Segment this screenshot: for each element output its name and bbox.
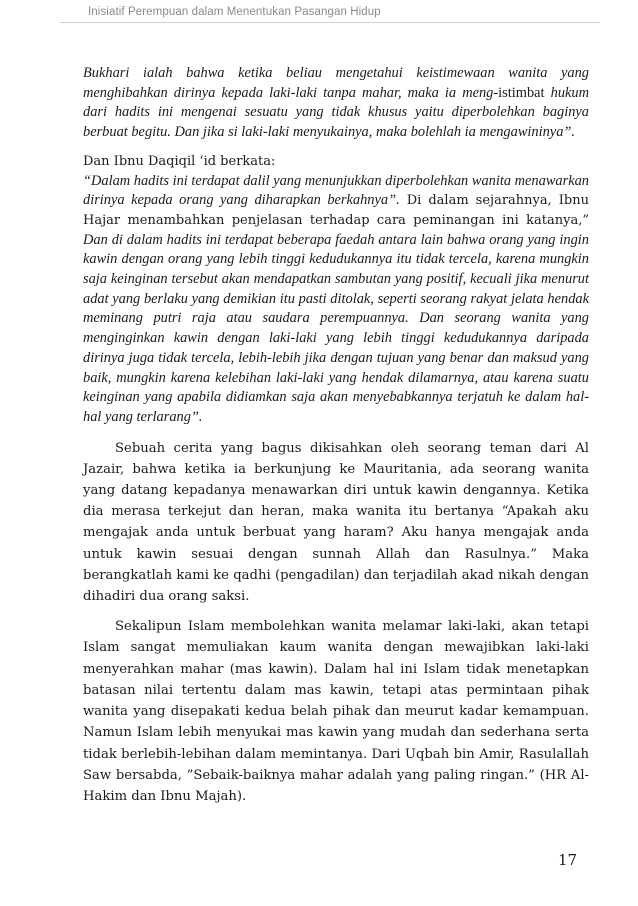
page-body bbox=[83, 64, 589, 807]
quote-bukhari bbox=[83, 64, 589, 143]
paragraph-story: Sebuah cerita yang bagus dikisahkan oleh seorang teman dari Al Jazair, bahwa ketika ia berkunjung ke Mauritania, ada seorang wanita yang datang kepadanya menawarkan diri untuk kawin dengannya. Ketika dia merasa terkejut dan heran, maka wanita itu bertanya “Apakah aku mengajak anda untuk berbuat yang haram? Aku hanya mengajak anda untuk kawin sesuai dengan sunnah Allah dan Rasulnya.” Maka berangkatlah kami ke qadhi (pengadilan) dan terjadilah akad nikah dengan dihadiri dua orang saksi. bbox=[83, 440, 589, 605]
quote-ibnu-daqiqil bbox=[83, 172, 589, 428]
quote-bukhari-text: Bukhari ialah bahwa ketika beliau mengetahui keistimewaan wanita yang menghibahkan dirinya kepada laki-laki tanpa mahar, maka ia meng- bbox=[83, 65, 589, 101]
header-divider bbox=[60, 22, 600, 23]
quote-daqiqil-italic: “Dalam hadits ini terdapat dalil yang menunjukkan diperbolehkan wanita menawarkan dirinya kepada orang yang diharapkan berkahnya”. bbox=[83, 172, 589, 209]
quote-bukhari-term: istimbat bbox=[498, 84, 545, 101]
paragraph-mahar: Sekalipun Islam membolehkan wanita melamar laki-laki, akan tetapi Islam sangat memuliakan kaum wanita dengan mewajibkan laki-laki menyerahkan mahar (mas kawin). Dalam hal ini Islam tidak menetapkan batasan nilai tertentu dalam mas kawin, tetapi atas permintaan pihak wanita yang disepakati kedua belah pihak dan meurut kadar kemampuan. Namun Islam lebih menyukai mas kawin yang mudah dan sederhana serta tidak berlebih-lebihan dalam memintanya. Dari Uqbah bin Amir, Rasulallah Saw bersabda, ”Sebaik-baiknya mahar adalah yang paling ringan.” (HR Al-Hakim dan Ibnu Majah). bbox=[83, 619, 589, 804]
lead-in-ibnu-daqiqil: Dan Ibnu Daqiqil ‘id berkata: bbox=[83, 153, 276, 169]
quote-ibnu-hajar-italic: Dan di dalam hadits ini terdapat beberapa faedah antara lain bahwa orang yang ingin kawin dengan orang yang lebih tinggi kedudukannya itu tidak tercela, karena mungkin saja keinginan tersebut akan mendapatkan sambutan yang positif, kecuali jika menurut adat yang berlaku yang demikian itu pasti ditolak, seperti seorang rakyat jelata hendak meminang putri raja atau saudara perempuannya. Dan seorang wanita yang menginginkan kawin dengan laki-laki yang lebih tinggi kedudukannya daripada dirinya juga tidak tercela, lebih-lebih jika dengan tujuan yang benar dan maksud yang baik, mungkin karena kelebihan laki-laki yang hendak dilamarnya, atau karena suatu keinginan yang apabila didiamkan saja akan menyebabkannya terjatuh ke dalam hal-hal yang terlarang”. bbox=[83, 231, 589, 425]
page-number: 17 bbox=[558, 851, 578, 869]
running-header: Inisiatif Perempuan dalam Menentukan Pasangan Hidup bbox=[88, 6, 381, 18]
quote-daqiqil-commentary: Di dalam sejarahnya, Ibnu Hajar menambahkan penjelasan terhadap cara peminangan ini katanya,” bbox=[83, 193, 590, 228]
quote-bukhari-rest: hukum dari hadits ini mengenai sesuatu yang tidak khusus yaitu diperbolehkan baginya berbuat begitu. Dan jika si laki-laki menyukainya, maka bolehlah ia mengawininya”. bbox=[83, 84, 589, 141]
